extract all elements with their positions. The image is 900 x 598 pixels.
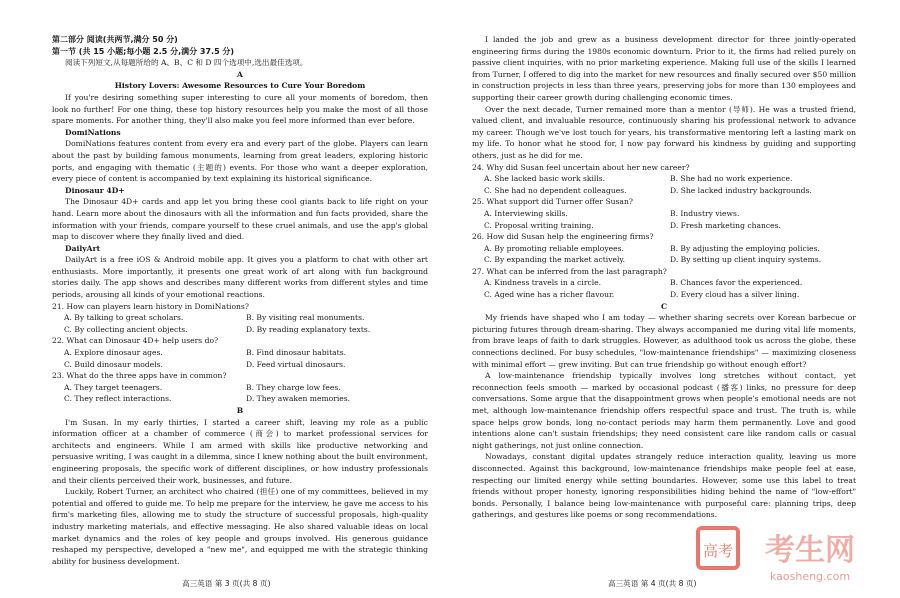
option-d: D. By setting up client inquiry systems. xyxy=(670,255,822,265)
watermark-site-text: 考生网 xyxy=(765,533,855,568)
option-a: A. She lacked basic work skills. xyxy=(484,174,606,184)
resource-1-text: DomiNations features content from every era and every part of the globe. Players can learn about the past by building famous monuments, learning from great leaders, exploring historic ports, and engaging with thematic (主题的) events. For those who want a deeper exploration, every piece of content is accompanied by text explaining its historical significance. xyxy=(52,139,428,184)
option-d: D. They awaken memories. xyxy=(246,394,351,404)
option-b: B. She had no work experience. xyxy=(670,174,793,184)
passage-c-paragraph-2: A low-maintenance friendship typically involves long stretches without contact, yet reconnection feels smooth — marked by occasional podcast (播客) links, no pressure for deep conversations. Some argue that the disappointment grows when people's emotional needs are not met, although low-maintenance friendship offers respectful space and trust. The truth is, while space helps grow bonds, long no-contact periods may harm them permanently. Love and good intentions alone can't sustain friendships; they need consistent care like random calls or casual night gatherings, not just online connection. xyxy=(472,371,856,450)
instruction: 阅读下列短文,从每题所给的 A、B、C 和 D 四个选项中,选出最佳选项。 xyxy=(65,58,308,68)
option-d: D. She lacked industry backgrounds. xyxy=(670,185,812,195)
question-stem: 22. What can Dinosaur 4D+ help users do? xyxy=(52,336,219,346)
passage-b-letter: B xyxy=(236,406,244,415)
resource-2-text: The Dinosaur 4D+ cards and app let you bring these cool giants back to life right on your hand. Learn more about the dinosaurs with all the information and fun facts provided, share the information with your friends, compare yourself to these cruel animals, and use the app's global map to discover where they finally lived and died. xyxy=(52,197,428,242)
passage-c-paragraph-3: Nowadays, constant digital updates strangely reduce interaction quality, leaving us more disconnected. Against this background, low-maintenance friendships make people feel at ease, respecting our limited energy while setting boundaries. However, some use this label to treat friends without proper honesty, ignoring responsibilities hiding behind the name of "low-effort" bonds. Personally, I balance being low-maintenance with purposeful care: planning trips, deep gatherings, and gestures like poems or song recommendations. xyxy=(472,452,856,520)
option-b: B. Industry views. xyxy=(670,208,740,218)
question-stem: 26. How did Susan help the engineering firms? xyxy=(472,232,654,242)
option-b: B. By visiting real monuments. xyxy=(246,313,365,323)
right-column xyxy=(472,34,856,521)
passage-a-intro: If you're desiring something super interesting to cure all your moments of boredom, then look no further! For one thing, these top history resources help you make the most of all those spare moments. For another thing, they'll also make you feel more informed than ever before. xyxy=(52,92,428,126)
passage-b-paragraph-3: I landed the job and grew as a business development director for three jointly-operated engineering firms during the 1980s economic downturn. Prior to it, the firms had relied purely on passive client inquiries, with no prior marketing experience. Making full use of the skills I learned from Turner, I offered to dig into the market for new resources and finally secured over $50 million in construction projects in less than three years, preserving jobs for more than 130 employees and supporting their career growth during challenging economic times. xyxy=(472,35,856,102)
question-stem: 24. Why did Susan feel uncertain about her new career? xyxy=(472,162,690,172)
left-column xyxy=(52,34,428,567)
passage-c-letter: C xyxy=(660,301,668,311)
option-c: C. Proposal writing training. xyxy=(484,220,594,230)
passage-a-letter: A xyxy=(237,69,243,79)
option-c: C. She had no dependent colleagues. xyxy=(484,185,627,195)
option-a: A. By talking to great scholars. xyxy=(64,313,184,323)
resource-2-title: Dinosaur 4D+ xyxy=(65,185,125,195)
option-d: D. Fresh marketing chances. xyxy=(670,220,781,230)
option-a: A. By promoting reliable employees. xyxy=(484,243,624,253)
option-a: A. Kindness travels in a circle. xyxy=(484,278,602,288)
option-a: A. Interviewing skills. xyxy=(484,208,568,218)
page-footer-right: 高三英语 第 4 页(共 8 页) xyxy=(608,579,697,588)
question-27 xyxy=(472,266,856,301)
option-c: C. They reflect interactions. xyxy=(64,394,172,404)
question-25 xyxy=(472,196,856,231)
question-stem: 21. How can players learn history in DomiNations? xyxy=(52,301,249,311)
option-b: B. Find dinosaur habitats. xyxy=(246,348,347,358)
option-a: A. They target teenagers. xyxy=(64,382,163,392)
option-c: C. By collecting ancient objects. xyxy=(64,324,188,334)
option-b: B. Chances favor the experienced. xyxy=(670,278,803,288)
section-heading: 第二部分 阅读(共两节,满分 50 分) xyxy=(52,35,178,44)
option-c: C. Aged wine has a richer flavour. xyxy=(484,290,615,300)
question-stem: 25. What support did Turner offer Susan? xyxy=(472,197,633,207)
question-26 xyxy=(472,231,856,266)
question-stem: 23. What do the three apps have in common? xyxy=(52,371,227,381)
page-footer-left: 高三英语 第 3 页(共 8 页) xyxy=(182,579,271,588)
watermark-url: kaosheng.com xyxy=(769,570,851,583)
resource-3-text: DailyArt is a free iOS & Android mobile app. It gives you a platform to chat with other art enthusiasts. More importantly, it presents one great work of art along with fun background stories daily. The app shows and describes many different works from different styles and time periods, arousing all kinds of your emotional reactions. xyxy=(52,255,428,300)
sub-heading: 第一节 (共 15 小题;每小题 2.5 分,满分 37.5 分) xyxy=(52,46,235,56)
resource-1-title: DomiNations xyxy=(65,127,121,137)
option-d: D. By reading explanatory texts. xyxy=(246,324,371,334)
resource-3-title: DailyArt xyxy=(65,243,101,253)
question-22 xyxy=(52,335,428,370)
passage-c-paragraph-1: My friends have shaped who I am today — whether sharing secrets over Korean barbecue or picturing futures through dream-sharing. They always accompanied me during vital life moments, from brave leaps of faith to dark struggles. However, as adulthood took us across the globe, these connections declined. For busy schedules, "low-maintenance friendships" — maximizing closeness with minimal effort — grew inviting. But can true friendship go without enough effort? xyxy=(472,313,856,369)
option-a: A. Explore dinosaur ages. xyxy=(64,348,163,358)
option-c: C. Build dinosaur models. xyxy=(64,359,163,369)
question-24 xyxy=(472,162,856,197)
passage-a-title: History Lovers: Awesome Resources to Cure Your Boredom xyxy=(114,81,366,91)
option-c: C. By expanding the market actively. xyxy=(484,255,626,265)
passage-b-paragraph-2: Luckily, Robert Turner, an architect who chaired (担任) one of my committees, believed in my potential and offered to guide me. To help me prepare for the interview, he gave me access to his firm's marketing files, allowing me to study the structure of successful proposals, high-quality industry marketing materials, and effective messaging. He also shared valuable ideas on local market dynamics and the roles of key people and groups involved. His generous guidance reshaped my perspective, developed a "new me", and equipped me with the strategic thinking ability for business development. xyxy=(52,487,428,566)
option-d: D. Feed virtual dinosaurs. xyxy=(246,359,346,369)
passage-b-paragraph-4: Over the next decade, Turner remained more than a mentor (导师). He was a trusted friend, valued client, and invaluable resource, continuously sharing his professional network to advance my career. Though we've lost touch for years, his transformative mentoring left a lasting mark on my life. To honor what he stood for, I now pay forward his kindness by guiding and supporting others, just as he did for me. xyxy=(472,104,856,160)
option-d: D. Every cloud has a silver lining. xyxy=(670,290,800,300)
question-23 xyxy=(52,370,428,405)
watermark-logo xyxy=(692,520,882,590)
question-stem: 27. What can be inferred from the last paragraph? xyxy=(472,266,667,276)
passage-b-paragraph-1: I'm Susan. In my early thirties, I started a career shift, leaving my role as a public information officer at a chamber of commerce (商会) to market professional services for architects and engineers. While I am armed with skills like productive networking and persuasive writing, I was caught in a dilemma, since I knew nothing about the built environment, engineering proposals, the specific work of different disciplines, or how industry professionals and their clients perceived their work, businesses, and future. xyxy=(52,417,428,485)
watermark-logo-text: 高考 xyxy=(702,542,734,560)
question-21 xyxy=(52,301,428,336)
option-b: B. By adjusting the employing policies. xyxy=(670,243,820,253)
option-b: B. They charge low fees. xyxy=(246,382,341,392)
